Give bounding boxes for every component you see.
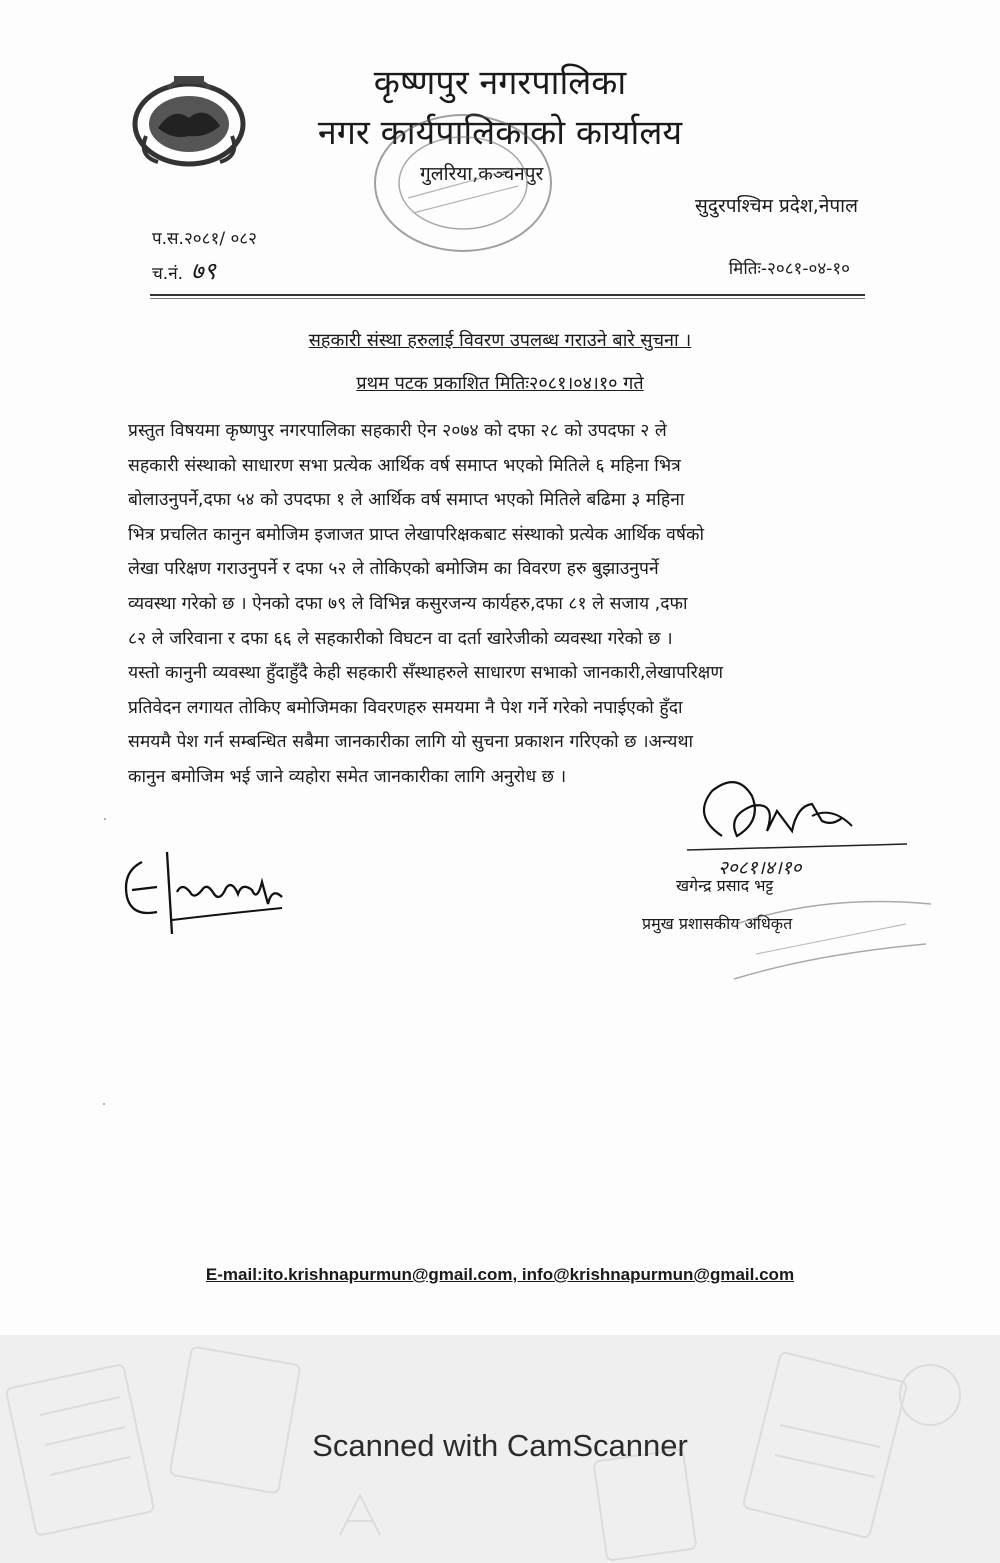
body-line: बोलाउनुपर्ने,दफा ५४ को उपदफा १ ले आर्थिक वर्ष समाप्त भएको मितिले बढिमा ३ महिना <box>128 490 685 511</box>
notice-subject-text: सहकारी संस्था हरुलाई विवरण उपलब्ध गराउने बारे सुचना । <box>308 330 692 351</box>
signer-name: खगेन्द्र प्रसाद भट्ट <box>676 876 774 895</box>
province-name: सुदुरपश्चिम प्रदेश,नेपाल <box>695 195 858 217</box>
body-line: प्रतिवेदन लगायत तोकिए बमोजिमका विवरणहरु समयमा नै पेश गर्ने गरेको नपाईएको हुँदा <box>128 697 683 718</box>
reference-chana <box>152 254 216 287</box>
body-line: प्रस्तुत विषयमा कृष्णपुर नगरपालिका सहकारी ऐन २०७४ को दफा २८ को उपदफा २ ले <box>128 421 667 441</box>
scan-speck <box>103 1103 105 1105</box>
published-date-text: प्रथम पटक प्रकाशित मितिः२०८१।०४।१० गते <box>356 373 644 394</box>
header-divider <box>150 294 865 299</box>
contact-email <box>0 1265 1000 1285</box>
contact-email-text: E-mail:ito.krishnapurmun@gmail.com, info@krishnapurmun@gmail.com <box>205 1265 795 1284</box>
signer-title: प्रमुख प्रशासकीय अधिकृत <box>642 914 793 933</box>
body-line: कानुन बमोजिम भई जाने व्यहोरा समेत जानकारीका लागि अनुरोध छ । <box>128 766 567 787</box>
chana-value: ७९ <box>191 257 217 285</box>
body-line: समयमै पेश गर्न सम्बन्धित सबैमा जानकारीका लागि यो सुचना प्रकाशन गरिएको छ ।अन्यथा <box>128 732 694 753</box>
body-line: ८२ ले जरिवाना र दफा ६६ ले सहकारीको विघटन वा दर्ता खारेजीको व्यवस्था गरेको छ । <box>128 628 673 649</box>
org-name-line2: नगर कार्यपालिकाको कार्यालय <box>317 113 683 153</box>
org-address: गुलरिया,कञ्चनपुर <box>420 163 544 185</box>
signature-date: २०८१।४।१० <box>718 857 802 879</box>
scan-speck <box>104 818 106 820</box>
reference-pasa: प.स.२०८१/ ०८२ <box>152 229 257 249</box>
notice-subject <box>0 328 1000 352</box>
body-line: लेखा परिक्षण गराउनुपर्ने र दफा ५२ ले तोकिएको बमोजिम का विवरण हरु बुझाउनुपर्ने <box>128 559 659 580</box>
camscanner-watermark: Scanned with CamScanner <box>312 1428 688 1463</box>
notice-body <box>128 414 865 795</box>
chana-label: च.नं. <box>152 264 184 284</box>
officer-stamp-icon <box>726 884 936 994</box>
body-line: व्यवस्था गरेको छ । ऐनको दफा ७९ ले विभिन्न कसुरजन्य कार्यहरु,दफा ८१ ले सजाय ,दफा <box>128 593 688 614</box>
org-name-line1: कृष्णपुर नगरपालिका <box>373 63 627 103</box>
handwritten-signature-icon <box>112 842 292 942</box>
published-date <box>0 371 1000 395</box>
office-stamp-icon <box>368 108 558 258</box>
body-line: यस्तो कानुनी व्यवस्था हुँदाहुँदै केही सहकारी सँस्थाहरुले साधारण सभाको जानकारी,लेखापरिक्षण <box>128 663 723 684</box>
officer-signature-icon <box>682 776 912 866</box>
letter-date: मितिः-२०८१-०४-१० <box>728 259 850 279</box>
body-line: सहकारी संस्थाको साधारण सभा प्रत्येक आर्थिक वर्ष समाप्त भएको मितिले ६ महिना भित्र <box>128 455 681 476</box>
body-line: भित्र प्रचलित कानुन बमोजिम इजाजत प्राप्त लेखापरिक्षकबाट संस्थाको प्रत्येक आर्थिक वर्षको <box>128 524 704 545</box>
